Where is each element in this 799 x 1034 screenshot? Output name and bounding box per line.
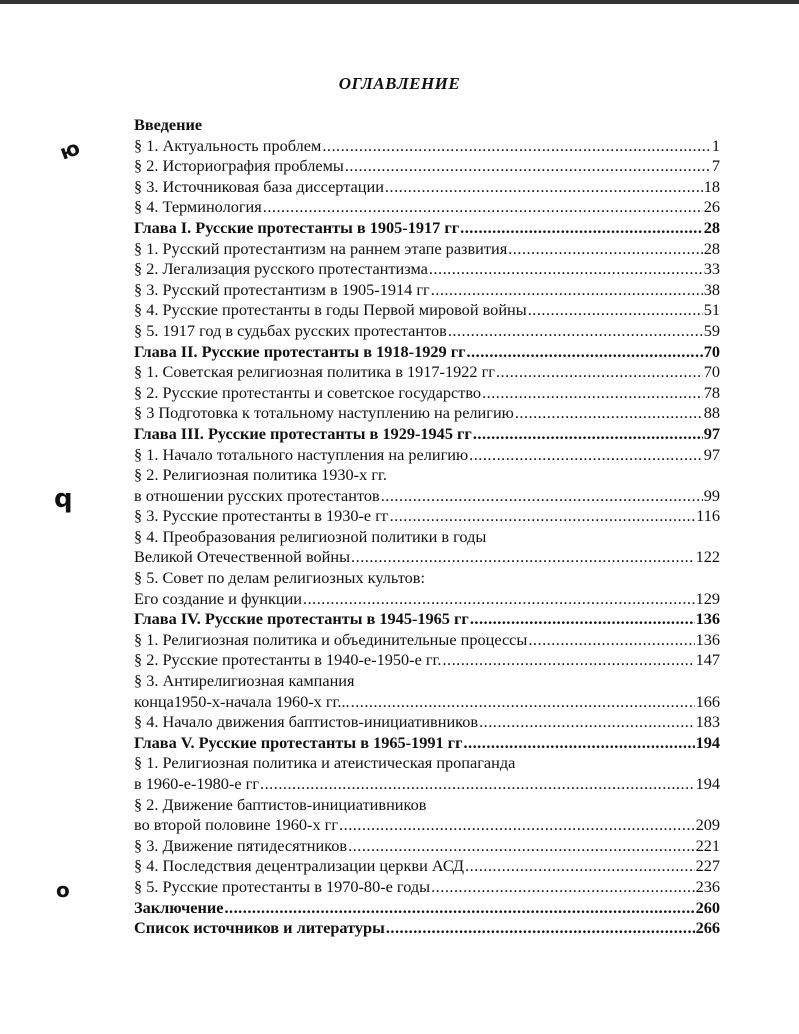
toc-entry: [134, 403, 720, 424]
toc-page-number: 136: [695, 609, 720, 629]
margin-mark-top: ю: [56, 135, 83, 165]
toc-entry-text: § 4. Начало движения баптистов-инициативников: [134, 712, 479, 732]
toc-page-number: 260: [695, 897, 720, 917]
toc-heading: [134, 609, 720, 630]
toc-entry-text: § 1. Религиозная политика и атеистическая пропаганда: [134, 753, 516, 773]
table-of-contents: [134, 115, 720, 939]
toc-leader-dots: [260, 774, 695, 795]
toc-leader-dots: [348, 836, 694, 857]
toc-page-number: 70: [703, 362, 720, 382]
toc-entry-text: Глава V. Русские протестанты в 1965-1991 гг: [134, 732, 463, 752]
toc-entry-text: § 3. Движение пятидесятников: [134, 835, 348, 855]
toc-entry: [134, 300, 720, 321]
toc-heading: [134, 342, 720, 363]
toc-page-number: 38: [703, 279, 720, 299]
toc-entry: [134, 445, 720, 466]
toc-entry-text: Список источников и литературы: [134, 918, 385, 938]
toc-leader-dots: [515, 403, 703, 424]
margin-mark-middle: q: [54, 484, 73, 514]
toc-entry: [134, 836, 720, 857]
toc-page-number: 59: [703, 320, 720, 340]
toc-entry-text: Глава IV. Русские протестанты в 1945-1965 гг: [134, 609, 469, 629]
toc-heading: [134, 115, 720, 136]
toc-entry: [134, 815, 720, 836]
toc-page-number: 166: [695, 691, 720, 711]
toc-entry: [134, 383, 720, 404]
toc-entry-text: § 2. Русские протестанты и советское государство: [134, 382, 482, 402]
toc-entry: [134, 177, 720, 198]
scan-top-edge: [0, 0, 799, 4]
toc-entry-text: Заключение: [134, 897, 224, 917]
toc-leader-dots: [351, 547, 695, 568]
toc-leader-dots: [528, 300, 703, 321]
toc-entry: [134, 856, 720, 877]
toc-entry: [134, 136, 720, 157]
toc-page-number: 88: [703, 403, 720, 423]
toc-leader-dots: [463, 733, 694, 754]
toc-leader-dots: [460, 218, 703, 239]
toc-leader-dots: [345, 156, 711, 177]
toc-entry: [134, 239, 720, 260]
toc-page-number: 194: [695, 774, 720, 793]
toc-leader-dots: [473, 424, 703, 445]
toc-entry-text: § 1. Религиозная политика и объединительные процессы: [134, 629, 528, 649]
margin-mark-bottom: o: [56, 878, 70, 902]
toc-heading: [134, 218, 720, 239]
toc-entry: [134, 753, 720, 774]
toc-entry-text: Введение: [134, 115, 203, 134]
toc-entry-text: § 5. Русские протестанты в 1970-80-е годы: [134, 876, 431, 896]
toc-page-number: 97: [703, 423, 720, 443]
toc-page-number: 116: [696, 506, 720, 526]
toc-entry-text: § 2. Русские протестанты в 1940-е-1950-е гг.: [134, 650, 442, 670]
toc-page-number: 236: [695, 876, 720, 896]
toc-page-number: 18: [703, 176, 720, 196]
toc-leader-dots: [496, 362, 703, 383]
toc-page-number: 33: [703, 259, 720, 279]
toc-page-number: 28: [703, 238, 720, 258]
toc-entry-text: § 3. Источниковая база диссертации: [134, 176, 384, 196]
toc-entry: [134, 321, 720, 342]
toc-page-number: 147: [695, 650, 720, 670]
page-title: ОГЛАВЛЕНИЕ: [338, 74, 461, 93]
toc-entry-text: § 3. Русский протестантизм в 1905-1914 гг: [134, 279, 430, 299]
toc-leader-dots: [479, 712, 694, 733]
toc-leader-dots: [322, 136, 711, 157]
toc-heading: [134, 733, 720, 754]
toc-leader-dots: [385, 177, 703, 198]
toc-entry-text: Глава I. Русские протестанты в 1905-1917 гг: [134, 217, 460, 237]
toc-entry-text: Великой Отечественной войны: [134, 547, 351, 567]
toc-page-number: 266: [695, 918, 720, 938]
toc-page-number: 129: [695, 588, 720, 608]
toc-page-number: 194: [695, 732, 720, 752]
toc-entry-text: § 2. Движение баптистов-инициативников: [134, 794, 427, 814]
toc-entry-text: во второй половине 1960-х гг: [134, 815, 339, 835]
toc-entry-text: § 2. Религиозная политика 1930-х гг.: [134, 465, 387, 485]
toc-leader-dots: [470, 609, 695, 630]
toc-leader-dots: [469, 445, 703, 466]
toc-entry: [134, 568, 720, 589]
toc-entry-text: § 1. Актуальность проблем: [134, 135, 322, 155]
toc-entry-text: Глава II. Русские протестанты в 1918-1929 гг: [134, 341, 466, 361]
toc-page-number: 221: [695, 835, 720, 855]
toc-page-number: 227: [695, 856, 720, 876]
toc-entry: [134, 877, 720, 898]
toc-entry: [134, 465, 720, 486]
toc-page-number: 70: [703, 341, 720, 361]
toc-entry-text: Глава III. Русские протестанты в 1929-1945 гг: [134, 423, 472, 443]
toc-entry-text: § 2. Легализация русского протестантизма: [134, 259, 428, 279]
toc-entry-text: § 4. Терминология: [134, 197, 262, 217]
toc-leader-dots: [351, 692, 695, 713]
toc-entry-text: § 2. Историография проблемы: [134, 156, 344, 176]
toc-entry-text: § 5. 1917 год в судьбах русских протестантов: [134, 320, 447, 340]
toc-page-number: 99: [703, 485, 720, 505]
toc-entry-text: § 4. Последствия децентрализации церкви АСД: [134, 856, 464, 876]
toc-entry: [134, 527, 720, 548]
toc-entry: [134, 774, 720, 795]
toc-entry: [134, 259, 720, 280]
toc-heading: [134, 424, 720, 445]
toc-entry: [134, 547, 720, 568]
toc-entry: [134, 156, 720, 177]
toc-entry-text: § 5. Совет по делам религиозных культов:: [134, 568, 425, 588]
toc-page-number: 209: [695, 815, 720, 835]
toc-entry-text: в отношении русских протестантов: [134, 485, 380, 505]
toc-entry: [134, 486, 720, 507]
toc-entry-text: § 4. Русские протестанты в годы Первой мировой войны: [134, 300, 527, 320]
toc-entry: [134, 589, 720, 610]
toc-entry: [134, 671, 720, 692]
toc-leader-dots: [303, 589, 695, 610]
toc-entry: [134, 280, 720, 301]
toc-entry-text: § 3 Подготовка к тотальному наступлению на религию: [134, 403, 514, 423]
toc-page-number: 51: [703, 300, 720, 320]
toc-leader-dots: [224, 898, 694, 919]
toc-page-number: 28: [703, 217, 720, 237]
toc-leader-dots: [508, 239, 703, 260]
toc-entry-text: § 3. Русские протестанты в 1930-е гг: [134, 506, 389, 526]
toc-leader-dots: [448, 321, 703, 342]
toc-entry-text: § 1. Начало тотального наступления на религию: [134, 444, 469, 464]
toc-entry-text: § 4. Преобразования религиозной политики в годы: [134, 526, 487, 546]
toc-entry-text: § 1. Советская религиозная политика в 1917-1922 гг: [134, 362, 495, 382]
toc-leader-dots: [431, 280, 703, 301]
toc-leader-dots: [482, 383, 703, 404]
toc-page-number: 183: [695, 712, 720, 732]
toc-heading: [134, 918, 720, 939]
toc-entry: [134, 712, 720, 733]
toc-page-number: 26: [703, 197, 720, 217]
toc-page-number: 136: [695, 629, 720, 649]
toc-leader-dots: [339, 815, 695, 836]
toc-entry: [134, 650, 720, 671]
toc-entry: [134, 197, 720, 218]
toc-leader-dots: [386, 918, 695, 939]
toc-leader-dots: [442, 650, 694, 671]
toc-page-number: 122: [695, 547, 720, 567]
toc-entry: [134, 506, 720, 527]
toc-entry: [134, 362, 720, 383]
toc-leader-dots: [431, 877, 694, 898]
toc-page-number: 7: [711, 156, 720, 176]
toc-leader-dots: [528, 630, 694, 651]
toc-page-number: 78: [703, 382, 720, 402]
toc-entry-text: § 3. Антирелигиозная кампания: [134, 671, 355, 691]
toc-page-number: 97: [703, 444, 720, 464]
toc-entry: [134, 692, 720, 713]
toc-entry-text: Его создание и функции: [134, 588, 302, 608]
toc-leader-dots: [466, 342, 702, 363]
toc-leader-dots: [429, 259, 703, 280]
toc-entry-text: в 1960-е-1980-е гг: [134, 774, 260, 793]
toc-heading: [134, 898, 720, 919]
toc-entry: [134, 795, 720, 816]
toc-page-number: 1: [711, 135, 720, 155]
toc-leader-dots: [263, 197, 703, 218]
toc-leader-dots: [390, 506, 696, 527]
toc-leader-dots: [465, 856, 695, 877]
toc-entry-text: § 1. Русский протестантизм на раннем этапе развития: [134, 238, 508, 258]
toc-entry-text: конца1950-х-начала 1960-х гг...: [134, 691, 350, 711]
toc-leader-dots: [381, 486, 703, 507]
toc-entry: [134, 630, 720, 651]
